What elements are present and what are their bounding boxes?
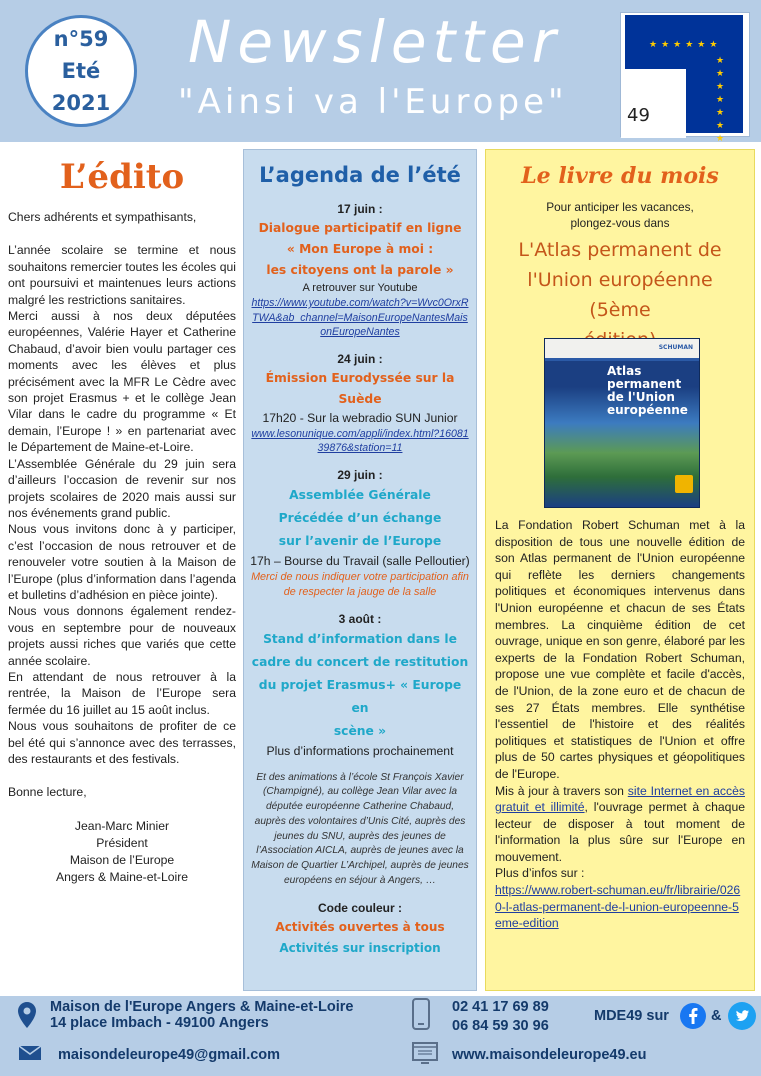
event-title-line: Dialogue participatif en ligne xyxy=(258,221,462,235)
youtube-link[interactable]: https://www.youtube.com/watch?v=Wvc0OrxRTWA&ab_channel=MaisonEuropeNantesMaisonEuropeNantes xyxy=(251,297,469,338)
social-label: MDE49 sur xyxy=(594,1008,669,1024)
agenda-event xyxy=(250,351,470,456)
event-detail: Plus d’informations prochainement xyxy=(266,743,454,758)
webradio-link[interactable]: www.lesonunique.com/appli/index.html?1608139876&station=11 xyxy=(251,427,469,454)
color-code-registration: Activités sur inscription xyxy=(279,940,441,955)
book-description-text: , l'ouvrage permet à chaque lecteur de disposer à tout moment de l'information la plus sûre sur l'Europe en mouvement. xyxy=(495,800,745,864)
book-title-line: L'Atlas permanent de xyxy=(518,239,722,261)
agenda-event xyxy=(250,201,470,340)
social-separator: & xyxy=(711,1008,722,1024)
newsletter-header xyxy=(0,0,761,142)
event-detail: 17h20 - Sur la webradio SUN Junior xyxy=(262,410,458,425)
book-cover-image xyxy=(544,338,700,508)
edito-column xyxy=(8,149,236,991)
book-cover-title: Atlas permanent de l'Union européenne xyxy=(607,364,688,417)
newsletter-title: Newsletter xyxy=(188,8,562,76)
book-description-text: La Fondation Robert Schuman met à la disposition de tous une nouvelle édition de son Atlas permanent de l'Union européenne qui reflète les derniers changements politiques et économiques intervenus dans l'Union européenne et chacun de ses États membres. La cinquième édition de cet ouvrage, unique en son genre, élaboré par les experts de la Fondation Robert Schuman, propose une vue complète et facile d'accès, de l'Union, de la zone euro et de chacun de ses 27 États membres. Elle synthétise l'essentiel de l'histoire et des réalités politiques et statistiques de l'Union et offre plus de 50 cartes physiques et géopolitiques de l'Europe. xyxy=(495,518,745,781)
agenda-column xyxy=(243,149,477,991)
event-title-line: sur l’avenir de l’Europe xyxy=(278,533,442,548)
issue-season: Eté xyxy=(61,59,101,83)
agenda-body xyxy=(244,201,476,959)
mail-icon xyxy=(18,1045,42,1061)
agenda-event xyxy=(250,467,470,600)
maison-europe-logo xyxy=(620,12,750,144)
issue-year: 2021 xyxy=(51,91,111,115)
event-title-line: « Mon Europe à moi : xyxy=(286,242,434,256)
event-title-line: cadre du concert de restitution xyxy=(251,654,469,669)
event-detail: A retrouver sur Youtube xyxy=(302,282,418,294)
issue-number: n°59 xyxy=(53,27,109,51)
logo-number: 49 xyxy=(627,105,650,126)
logo-white-corner xyxy=(621,69,686,138)
issue-badge xyxy=(25,15,137,127)
edito-greeting: Chers adhérents et sympathisants, xyxy=(8,210,197,224)
edito-paragraph: En attendant de nous retrouver à la rentrée, la Maison de l’Europe sera fermée du 16 juillet au 15 août inclus. xyxy=(8,669,236,717)
edito-paragraph: Merci aussi à nos deux députées européennes, Valérie Hayer et Catherine Chabaud, d’avoir bien voulu partager ces moments avec les élèves et plus précisément avec la MFR Le Cèdre avec son projet Erasmus + et le collège Jean Vilar dans le cadre du programme « Et demain, l’Europe ! » en partenariat avec le Département de Maine-et-Loire. xyxy=(8,309,236,455)
book-description-text: Mis à jour à travers son xyxy=(495,783,628,798)
book-column xyxy=(485,149,755,991)
website-url[interactable]: www.maisondeleurope49.eu xyxy=(452,1047,647,1063)
web-icon xyxy=(412,1042,438,1064)
event-note: Merci de nous indiquer votre participation afin de respecter la jauge de la salle xyxy=(251,570,469,598)
email-address[interactable]: maisondeleurope49@gmail.com xyxy=(58,1047,281,1063)
phone-icon xyxy=(412,998,430,1030)
event-title-line: Précédée d’un échange xyxy=(278,510,442,525)
book-cover-band xyxy=(545,339,699,361)
footer-contact xyxy=(0,996,761,1076)
agenda-title: L’agenda de l’été xyxy=(259,163,461,187)
newsletter-subtitle: "Ainsi va l'Europe" xyxy=(178,82,568,122)
book-title xyxy=(486,235,754,355)
location-pin-icon xyxy=(18,1002,36,1028)
event-title-line: Émission Eurodyssée sur la Suède xyxy=(265,370,455,406)
event-date: 17 juin : xyxy=(337,202,383,216)
eu-stars-row: ★★★★★★ xyxy=(649,40,722,50)
edito-paragraph: L’Assemblée Générale du 29 juin sera d’ailleurs l’occasion de revenir sur nos projets scolaires de 2020 mais aussi sur nos événements grand public. xyxy=(8,456,236,520)
signature-region: Angers & Maine-et-Loire xyxy=(55,869,189,884)
edito-closing: Bonne lecture, xyxy=(8,785,87,800)
color-code-label: Code couleur : xyxy=(317,900,402,915)
event-title-line: Stand d’information dans le xyxy=(263,631,457,646)
color-code-open: Activités ouvertes à tous xyxy=(275,919,445,934)
eu-stars-column: ★ ★ ★ ★ ★ ★ ★ xyxy=(715,56,725,144)
event-date: 3 août : xyxy=(338,611,382,626)
book-title-line: l'Union européenne (5ème xyxy=(527,269,713,321)
event-detail: 17h – Bourse du Travail (salle Pelloutier) xyxy=(250,553,470,568)
book-section-title: Le livre du mois xyxy=(521,163,719,189)
signature-name: Jean-Marc Minier xyxy=(74,818,170,833)
book-intro xyxy=(486,199,754,231)
twitter-icon[interactable] xyxy=(728,1002,756,1030)
edito-title: L’édito xyxy=(59,157,185,197)
book-more-label: Plus d’infos sur : xyxy=(495,866,585,881)
address-line1: Maison de l'Europe Angers & Maine-et-Loire xyxy=(50,999,354,1015)
edito-paragraph: Nous vous souhaitons de profiter de ce bel été qui s’annonce avec des terrasses, des restaurants et des festivals. xyxy=(8,719,236,766)
book-intro-line: plongez-vous dans xyxy=(570,216,670,230)
event-title-line: Assemblée Générale xyxy=(289,487,431,502)
edito-paragraph: Nous vous invitons donc à y participer, c’est l’occasion de nous retrouver et de renouveler votre soutien à la Maison de l’Europe (plus d’information dans l’agenda et bulletins d’adhésion en pièce jointe). xyxy=(8,522,236,602)
event-title-line: du projet Erasmus+ « Europe en xyxy=(258,677,462,715)
book-edition-badge xyxy=(675,475,693,493)
phone-number-2[interactable]: 06 84 59 30 96 xyxy=(452,1018,549,1034)
phone-number-1[interactable]: 02 41 17 69 89 xyxy=(452,999,549,1015)
edito-paragraph: Nous vous donnons également rendez-vous en septembre pour de nouveaux projets aussi riches que variés que cette année scolaire. xyxy=(8,604,236,668)
book-website-link[interactable]: site Internet en accès gratuit et illimité xyxy=(495,783,745,815)
book-intro-line: Pour anticiper les vacances, xyxy=(546,200,694,214)
signature-role: Président xyxy=(96,835,148,850)
edito-paragraph: L’année scolaire se termine et nous souhaitons remercier toutes les écoles qui ont poursuivi et maintenues leurs actions malgré les restrictions sanitaires. xyxy=(8,243,236,307)
address-line2: 14 place Imbach - 49100 Angers xyxy=(50,1015,269,1031)
book-info-url[interactable]: https://www.robert-schuman.eu/fr/librairie/0260-l-atlas-permanent-de-l-union-europeenne-5eme-edition xyxy=(495,883,741,931)
signature-org: Maison de l’Europe xyxy=(69,852,175,867)
event-title-line: scène » xyxy=(333,723,387,738)
facebook-icon[interactable] xyxy=(680,1003,706,1029)
agenda-event xyxy=(250,611,470,760)
book-description xyxy=(495,517,745,932)
book-cover-publisher: SCHUMAN xyxy=(658,344,693,351)
edito-body xyxy=(8,209,236,886)
agenda-other-activities: Et des animations à l’école St François Xavier (Champigné), au collège Jean Vilar avec la députée européenne Catherine Chabaud, auprès des volontaires d’Unis Cité, auprès des jeunes du SNU, auprès des jeunes de l’Association AICLA, auprès de jeunes avec la Maison de Quartier L’Archipel, auprès de jeunes européens en séjour à Angers, … xyxy=(251,771,469,887)
event-date: 29 juin : xyxy=(337,467,383,482)
event-date: 24 juin : xyxy=(337,351,383,366)
event-title-line: les citoyens ont la parole » xyxy=(266,263,454,277)
